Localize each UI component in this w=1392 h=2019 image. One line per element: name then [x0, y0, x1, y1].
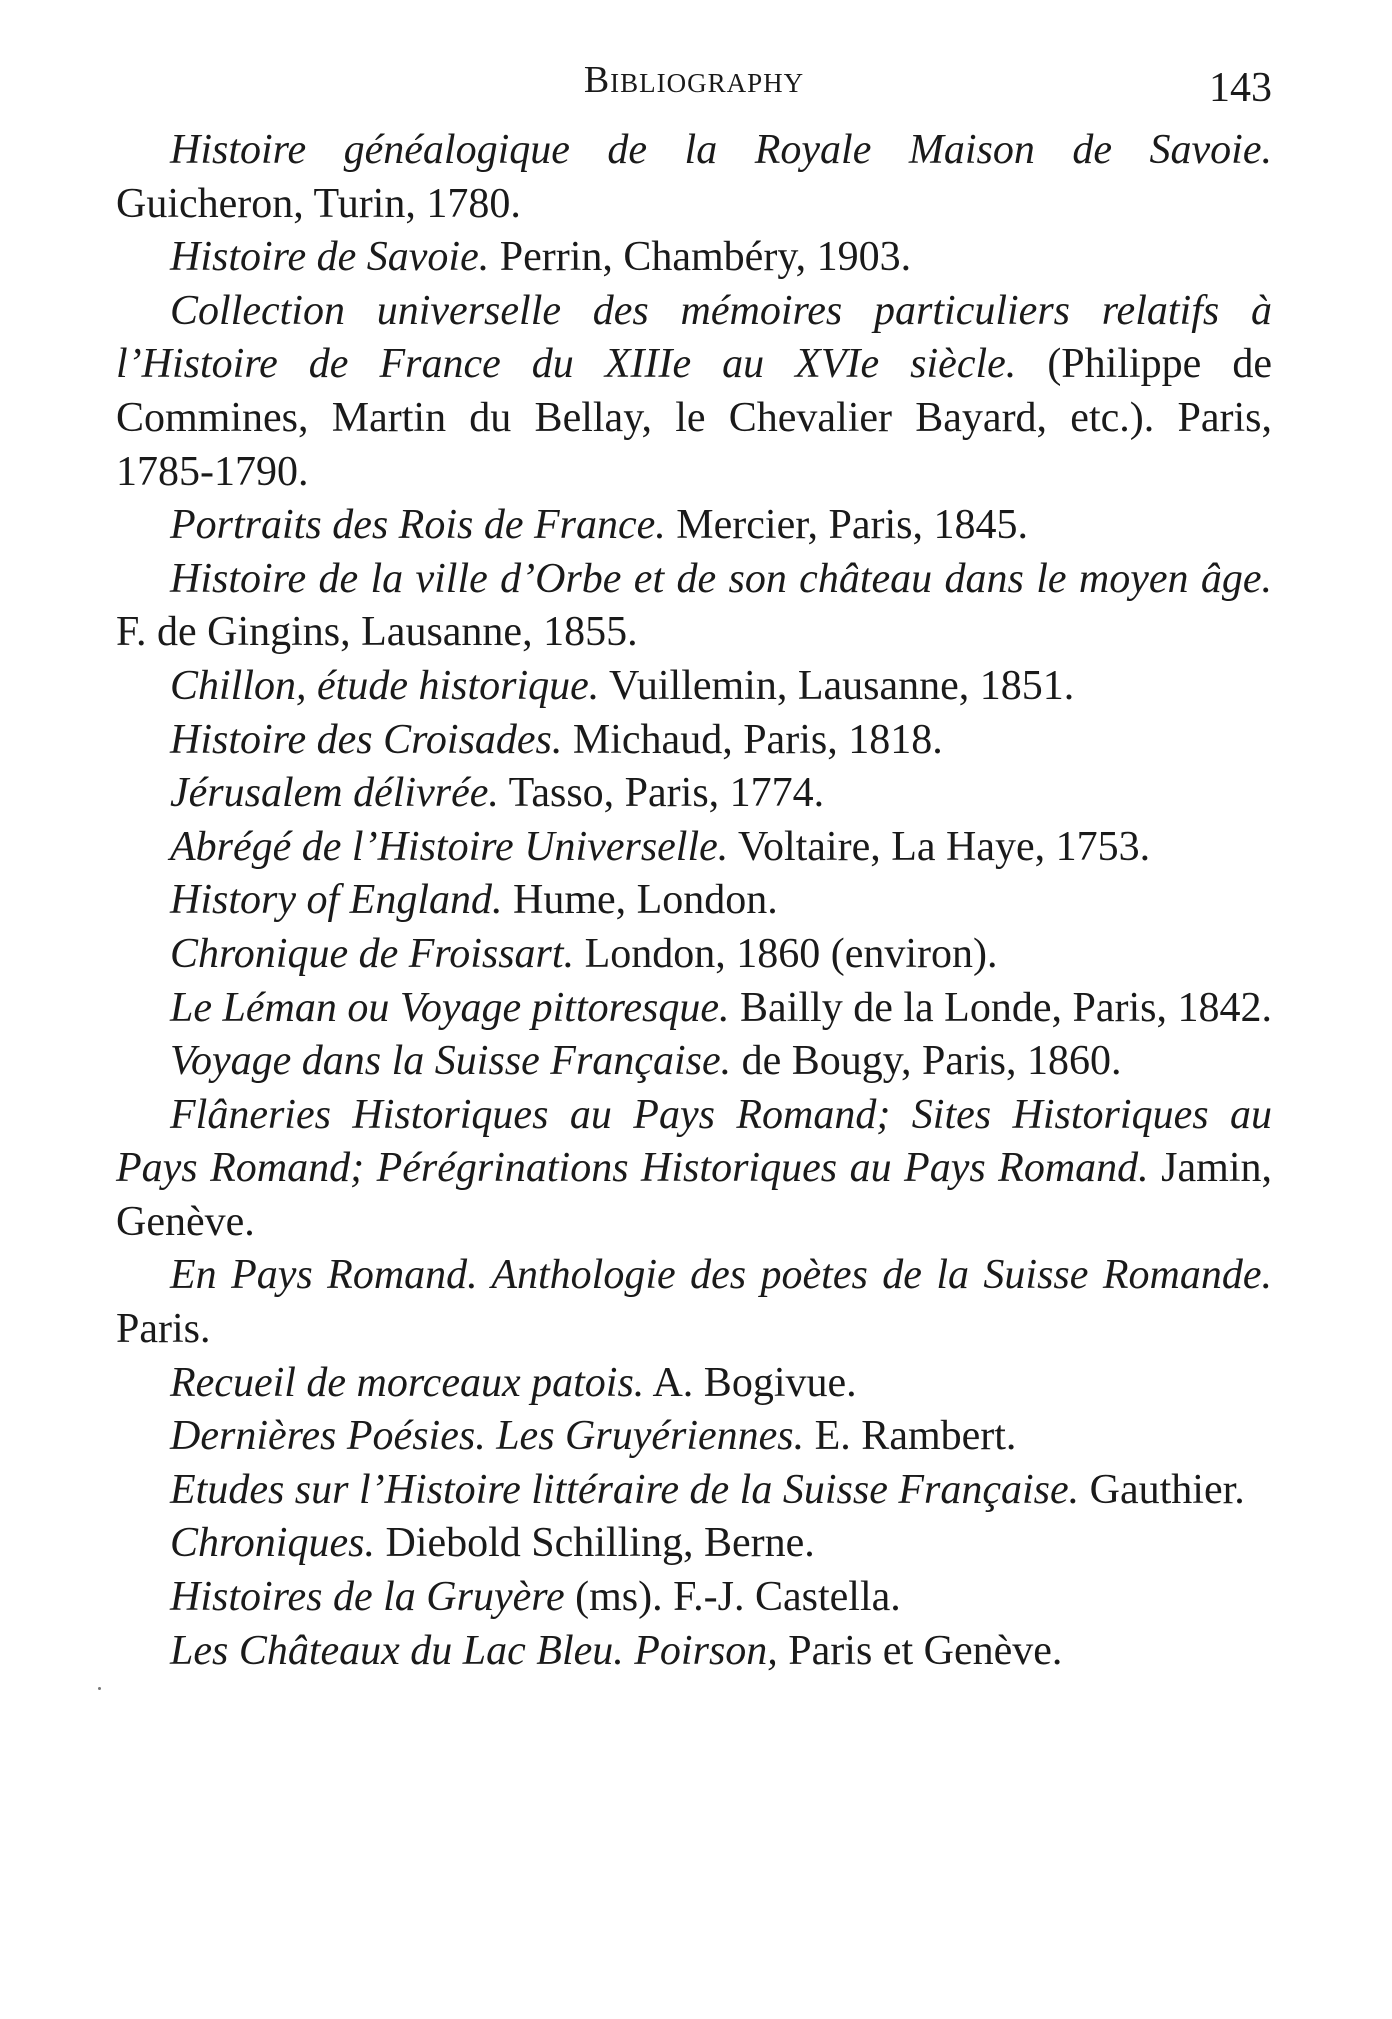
- entry-details: Mercier, Paris, 1845.: [665, 502, 1029, 549]
- running-head: [116, 58, 1272, 118]
- entry-details: Voltaire, La Haye, 1753.: [728, 823, 1151, 870]
- running-title: Bibliography: [583, 59, 805, 101]
- entry-details: (ms). F.-J. Castella.: [564, 1574, 901, 1621]
- bibliography-entry: [116, 714, 1272, 768]
- entry-title: Etudes sur l’Histoire littéraire de la Suisse Française.: [170, 1466, 1080, 1513]
- entry-title: Voyage dans la Suisse Française.: [170, 1038, 732, 1085]
- entry-title: Chroniques.: [170, 1520, 375, 1567]
- entry-title: Les Châteaux du Lac Bleu. Poirson,: [170, 1627, 778, 1674]
- bibliography-entry: [116, 1571, 1272, 1625]
- entry-title: Jérusalem délivrée.: [170, 770, 499, 817]
- entry-details: Guicheron, Turin, 1780.: [116, 180, 521, 227]
- entry-details: Michaud, Paris, 1818.: [562, 716, 943, 763]
- entry-details: Jamin, Genève.: [116, 1145, 1272, 1245]
- bibliography-entry: [116, 1517, 1272, 1571]
- bibliography-entry: [116, 499, 1272, 553]
- bibliography-list: [116, 124, 1272, 1678]
- bibliography-entry: [116, 1089, 1272, 1250]
- entry-details: Paris.: [116, 1306, 211, 1353]
- bibliography-entry: [116, 928, 1272, 982]
- entry-details: London, 1860 (environ).: [574, 930, 998, 977]
- bibliography-entry: [116, 285, 1272, 499]
- entry-details: A. Bogivue.: [644, 1359, 857, 1406]
- entry-title: En Pays Romand. Anthologie des poètes de la Suisse Romande.: [170, 1252, 1272, 1299]
- entry-details: de Bougy, Paris, 1860.: [731, 1038, 1122, 1085]
- bibliography-entry: [116, 1035, 1272, 1089]
- entry-details: Hume, London.: [502, 877, 778, 924]
- entry-title: History of England.: [170, 877, 503, 924]
- entry-title: Portraits des Rois de France.: [170, 502, 666, 549]
- entry-title: Le Léman ou Voyage pittoresque.: [170, 984, 730, 1031]
- entry-details: Perrin, Chambéry, 1903.: [489, 234, 912, 281]
- entry-details: Vuillemin, Lausanne, 1851.: [599, 662, 1075, 709]
- entry-title: Chronique de Froissart.: [170, 930, 575, 977]
- entry-title: Collection universelle des mémoires particuliers relatifs à l’Histoire de France du XIIIe au XVIe siècle.: [116, 287, 1272, 388]
- entry-title: Histoire de Savoie.: [170, 234, 490, 281]
- bibliography-entry: [116, 1464, 1272, 1518]
- entry-title: Dernières Poésies. Les Gruyériennes.: [170, 1413, 805, 1460]
- bibliography-entry: [116, 874, 1272, 928]
- bibliography-entry: [116, 1625, 1272, 1679]
- bibliography-entry: [116, 1410, 1272, 1464]
- ink-speck: [98, 1687, 101, 1690]
- bibliography-entry: [116, 660, 1272, 714]
- entry-title: Chillon, étude historique.: [170, 662, 600, 709]
- entry-details: Gauthier.: [1079, 1466, 1245, 1513]
- entry-title: Recueil de morceaux patois.: [170, 1359, 645, 1406]
- entry-title: Abrégé de l’Histoire Universelle.: [170, 823, 729, 870]
- bibliography-entry: [116, 821, 1272, 875]
- bibliography-entry: [116, 982, 1272, 1036]
- entry-title: Histoire des Croisades.: [170, 716, 563, 763]
- entry-details: Bailly de la Londe, Paris, 1842.: [729, 984, 1272, 1031]
- entry-title: Histoires de la Gruyère: [170, 1574, 565, 1621]
- entry-title: Histoire de la ville d’Orbe et de son château dans le moyen âge.: [170, 555, 1272, 602]
- entry-details: Diebold Schilling, Berne.: [374, 1520, 815, 1567]
- entry-title: Histoire généalogique de la Royale Maison de Savoie.: [170, 127, 1272, 173]
- entry-details: F. de Gingins, Lausanne, 1855.: [116, 609, 638, 656]
- entry-title: Flâneries Historiques au Pays Romand; Sites Historiques au Pays Romand; Pérégrinations Historiques au Pays Romand.: [116, 1091, 1272, 1192]
- page-number: 143: [1209, 65, 1272, 111]
- entry-details: (Philippe de Commines, Martin du Bellay, le Chevalier Bayard, etc.). Paris, 1785-1790.: [116, 341, 1272, 495]
- bibliography-entry: [116, 767, 1272, 821]
- entry-details: Paris et Genève.: [777, 1627, 1063, 1674]
- bibliography-entry: [116, 553, 1272, 660]
- book-page: [116, 0, 1272, 2019]
- entry-details: E. Rambert.: [804, 1413, 1017, 1460]
- entry-details: Tasso, Paris, 1774.: [498, 770, 825, 817]
- bibliography-entry: [116, 124, 1272, 231]
- bibliography-entry: [116, 1357, 1272, 1411]
- bibliography-entry: [116, 1249, 1272, 1356]
- bibliography-entry: [116, 231, 1272, 285]
